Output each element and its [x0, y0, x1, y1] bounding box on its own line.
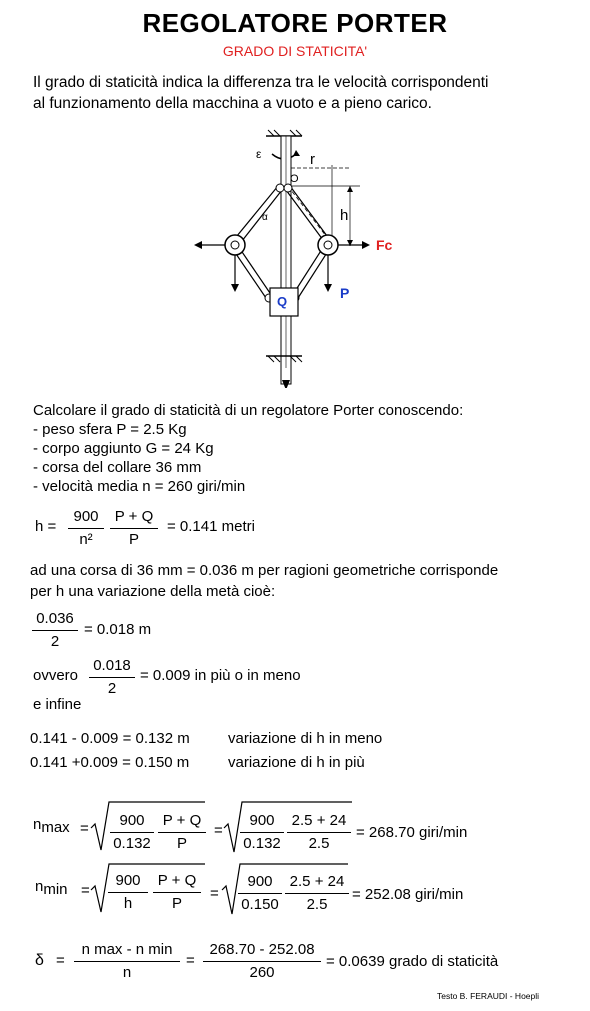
nmin-f3: [238, 873, 282, 914]
h-label: h: [340, 207, 349, 224]
nmin-lhs: [35, 878, 68, 898]
nmax-f4-den: 2.5: [308, 835, 330, 852]
half-result: = 0.018 m: [84, 621, 152, 638]
nmax-f4: [287, 812, 351, 853]
ovvero-label: ovvero: [33, 667, 79, 684]
nmin-f4-den: 2.5: [306, 896, 328, 913]
delta-eq2: =: [186, 952, 195, 969]
page-subtitle: GRADO DI STATICITA': [222, 43, 368, 59]
h-eq-fraction-2: [110, 508, 158, 549]
ovvero-num: 0.018: [93, 657, 131, 674]
half-fraction: [32, 610, 78, 651]
delta-f2-num: 268.70 - 252.08: [209, 941, 315, 958]
nmax-lhs: [33, 816, 70, 836]
nmin-f2-num: P + Q: [157, 872, 197, 889]
o-label: O: [290, 173, 299, 185]
nmin-n: n: [35, 878, 44, 895]
nmax-f4-num: 2.5 + 24: [291, 812, 347, 829]
nmax-f3: [240, 812, 284, 853]
delta-f2: [203, 941, 321, 982]
h-eq-fraction-1: [68, 508, 104, 549]
nmin-eq: =: [81, 882, 90, 899]
e-infine: e infine: [33, 696, 82, 713]
nmin-eq2: =: [210, 885, 219, 902]
geom-line-2: per h una variazione della metà cioè:: [30, 583, 276, 600]
ovvero-den: 2: [107, 680, 117, 697]
delta-f1-den: n: [122, 964, 132, 981]
nmax-f1-den: 0.132: [113, 835, 151, 852]
delta-f1: [74, 941, 180, 982]
page-title: REGOLATORE PORTER: [142, 8, 448, 38]
nmin-f1: [108, 872, 148, 913]
delta-f2-den: 260: [249, 964, 275, 981]
h-eq-f1-den: n²: [79, 531, 93, 548]
nmax-sub: max: [41, 819, 70, 836]
epsilon-label: ε: [256, 147, 262, 161]
intro-line-1: Il grado di staticità indica la differenza tra le velocità corrispondenti: [33, 74, 489, 91]
nmax-f2-den: P: [176, 835, 187, 852]
nmax-f2-num: P + Q: [162, 812, 202, 829]
nmin-result: = 252.08 giri/min: [352, 886, 464, 903]
nmax-eq: =: [80, 820, 89, 837]
nmax-n: n: [33, 816, 42, 833]
nmin-f4: [285, 873, 349, 914]
half-num: 0.036: [36, 610, 74, 627]
nmin-f3-num: 900: [247, 873, 273, 890]
nmax-f3-den: 0.132: [243, 835, 281, 852]
h-eq-f2-num: P + Q: [114, 508, 154, 525]
delta-f1-num: n max - n min: [81, 941, 173, 958]
delta-result: = 0.0639 grado di staticità: [326, 953, 499, 970]
credits: Testo B. FERAUDI - Hoepli: [437, 991, 540, 1001]
alpha-label: α: [262, 212, 268, 223]
variation-minus-note: variazione di h in meno: [228, 730, 383, 747]
problem-item-2: - corpo aggiunto G = 24 Kg: [33, 440, 214, 457]
nmin-f2-den: P: [171, 895, 182, 912]
r-label: r: [310, 151, 315, 168]
h-eq-result: = 0.141 metri: [167, 518, 255, 535]
porter-governor-diagram: [190, 128, 410, 388]
geom-line-1: ad una corsa di 36 mm = 0.036 m per ragioni geometriche corrisponde: [30, 562, 499, 579]
nmin-f1-den: h: [123, 895, 133, 912]
h-eq-f2-den: P: [128, 531, 139, 548]
nmax-result: = 268.70 giri/min: [356, 824, 468, 841]
nmax-f2: [158, 812, 206, 853]
problem-item-4: - velocità media n = 260 giri/min: [33, 478, 246, 495]
variation-minus-expr: 0.141 - 0.009 = 0.132 m: [30, 730, 190, 747]
q-label: Q: [277, 294, 288, 309]
h-eq-f1-num: 900: [73, 508, 99, 525]
problem-item-1: - peso sfera P = 2.5 Kg: [33, 421, 187, 438]
nmax-eq2: =: [214, 822, 223, 839]
nmax-f3-num: 900: [249, 812, 275, 829]
nmax-f1: [110, 812, 154, 853]
nmin-f1-num: 900: [115, 872, 141, 889]
nmin-f4-num: 2.5 + 24: [289, 873, 345, 890]
nmax-f1-num: 900: [119, 812, 145, 829]
problem-lead: Calcolare il grado di staticità di un regolatore Porter conoscendo:: [33, 402, 464, 419]
p-label: P: [340, 285, 350, 301]
left-ball: [225, 235, 245, 255]
nmin-f3-den: 0.150: [241, 896, 279, 913]
variation-plus-note: variazione di h in più: [228, 754, 365, 771]
nmin-sub: min: [43, 881, 68, 898]
h-eq-lhs: h =: [35, 518, 57, 535]
delta-eq: =: [56, 952, 65, 969]
half-den: 2: [50, 633, 60, 650]
intro-line-2: al funzionamento della macchina a vuoto e a pieno carico.: [33, 95, 432, 112]
delta-symbol: δ: [35, 952, 44, 969]
top-support-hatch: [266, 130, 302, 136]
nmin-f2: [153, 872, 201, 913]
right-ball: [318, 235, 338, 255]
fc-label: Fc: [376, 237, 393, 253]
ovvero-fraction: [89, 657, 135, 698]
problem-item-3: - corsa del collare 36 mm: [33, 459, 202, 476]
variation-plus-expr: 0.141 +0.009 = 0.150 m: [30, 754, 190, 771]
ovvero-result: = 0.009 in più o in meno: [140, 667, 301, 684]
